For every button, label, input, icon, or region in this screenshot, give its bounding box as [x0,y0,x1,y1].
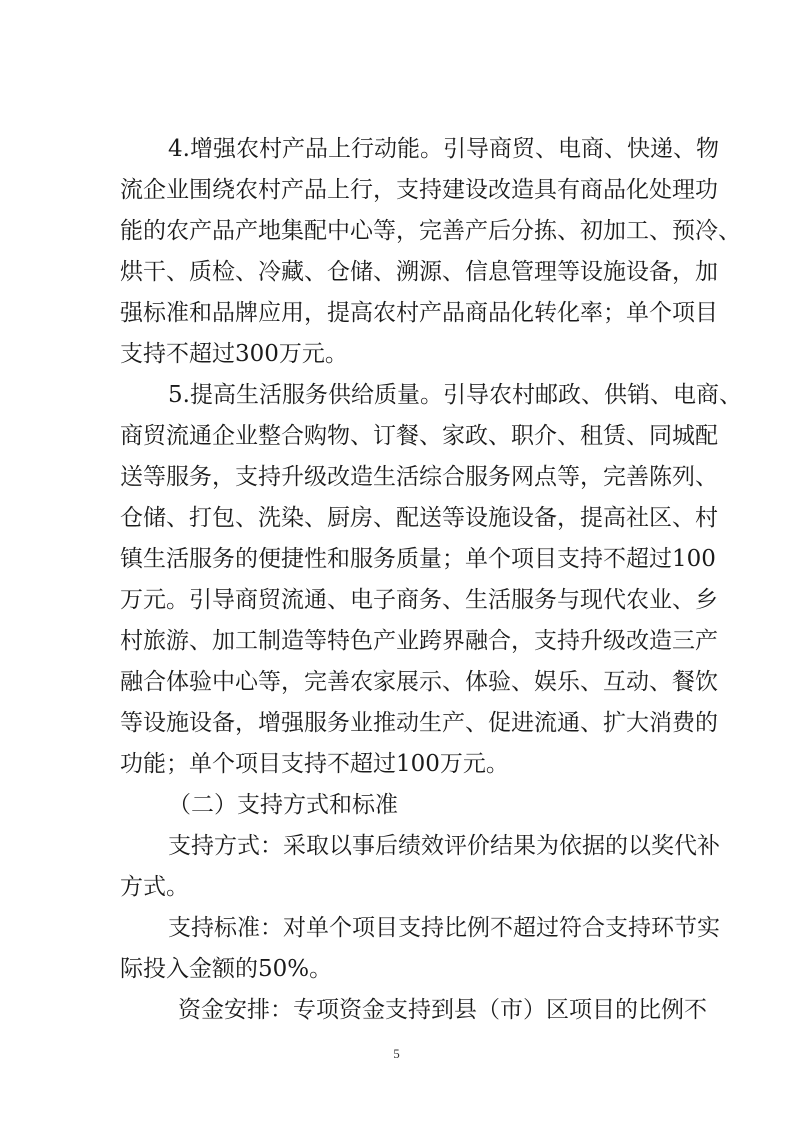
paragraph-5-line-6: 万元。引导商贸流通、电子商务、生活服务与现代农业、乡 [120,587,718,613]
paragraph-5-line-10: 功能；单个项目支持不超过100万元。 [120,751,509,777]
paragraph-4-line-5: 强标准和品牌应用，提高农村产品商品化转化率；单个项目 [120,300,718,326]
paragraph-5-line-3: 送等服务，支持升级改造生活综合服务网点等，完善陈列、 [120,464,718,490]
support-method-line-1: 支持方式：采取以事后绩效评价结果为依据的以奖代补 [168,833,720,859]
support-standard-line-1: 支持标准：对单个项目支持比例不超过符合支持环节实 [168,915,720,941]
support-method-line-2: 方式。 [120,874,189,900]
paragraph-4-line-6: 支持不超过300万元。 [120,341,348,367]
support-standard-line-2: 际投入金额的50%。 [120,956,333,982]
paragraph-5-line-2: 商贸流通企业整合购物、订餐、家政、职介、租赁、同城配 [120,423,718,449]
section-heading: （二）支持方式和标准 [168,792,398,818]
paragraph-5-line-5: 镇生活服务的便捷性和服务质量；单个项目支持不超过100 [120,546,716,572]
fund-arrangement-line-1: 资金安排：专项资金支持到县（市）区项目的比例不 [178,997,707,1023]
paragraph-5-line-1: 5.提高生活服务供给质量。引导农村邮政、供销、电商、 [168,382,742,408]
paragraph-4-line-2: 流企业围绕农村产品上行，支持建设改造具有商品化处理功 [120,177,718,203]
paragraph-4-line-3: 能的农产品产地集配中心等，完善产后分拣、初加工、预冷、 [120,218,741,244]
paragraph-5-line-9: 等设施设备，增强服务业推动生产、促进流通、扩大消费的 [120,710,718,736]
paragraph-4-line-1: 4.增强农村产品上行动能。引导商贸、电商、快递、物 [168,136,719,162]
paragraph-5-line-7: 村旅游、加工制造等特色产业跨界融合，支持升级改造三产 [120,628,718,654]
page-number: 5 [393,1046,400,1061]
paragraph-4-line-4: 烘干、质检、冷藏、仓储、溯源、信息管理等设施设备，加 [120,259,718,285]
paragraph-5-line-8: 融合体验中心等，完善农家展示、体验、娱乐、互动、餐饮 [120,669,718,695]
paragraph-5-line-4: 仓储、打包、洗染、厨房、配送等设施设备，提高社区、村 [120,505,718,531]
